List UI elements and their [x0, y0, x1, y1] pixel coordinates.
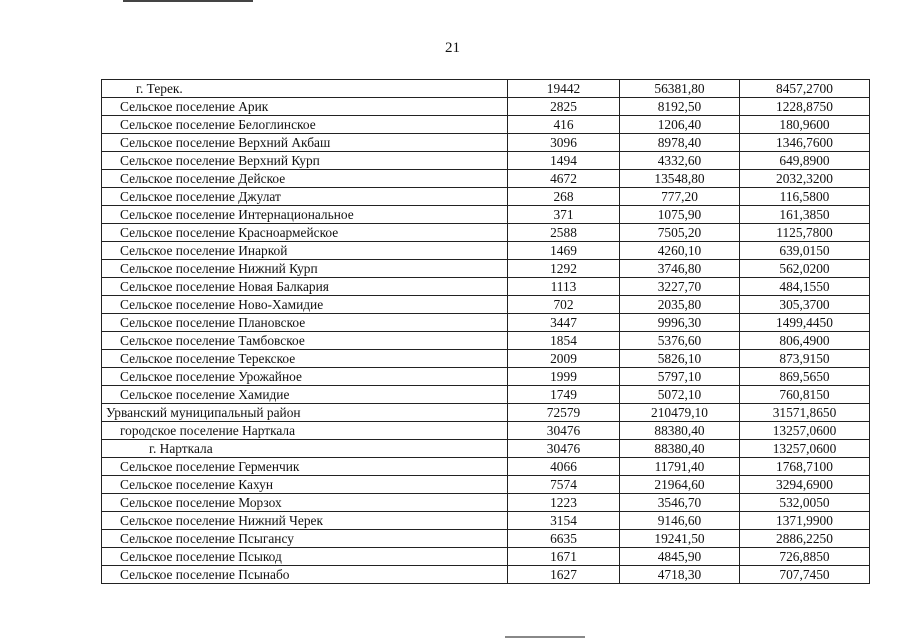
page-number: 21 [445, 40, 460, 56]
row-value-v1-cell: 19442 [508, 80, 620, 98]
row-value-v2-cell: 8978,40 [620, 134, 740, 152]
row-value-v1-cell: 3447 [508, 314, 620, 332]
row-value-v3-cell: 639,0150 [740, 242, 870, 260]
table-row [102, 188, 870, 206]
row-value-v3-cell: 806,4900 [740, 332, 870, 350]
row-value-v3-cell: 8457,2700 [740, 80, 870, 98]
row-value-v2-cell: 88380,40 [620, 440, 740, 458]
table-row [102, 494, 870, 512]
row-name-cell: Сельское поселение Псыгансу [102, 530, 508, 548]
table-row [102, 548, 870, 566]
row-value-v2-cell: 3746,80 [620, 260, 740, 278]
table-row [102, 350, 870, 368]
row-name-cell: г. Терек. [102, 80, 508, 98]
row-value-v3-cell: 760,8150 [740, 386, 870, 404]
row-value-v3-cell: 180,9600 [740, 116, 870, 134]
table-row [102, 116, 870, 134]
top-edge-mark [123, 0, 253, 2]
row-value-v3-cell: 2886,2250 [740, 530, 870, 548]
row-value-v2-cell: 13548,80 [620, 170, 740, 188]
row-value-v1-cell: 1627 [508, 566, 620, 584]
row-value-v3-cell: 2032,3200 [740, 170, 870, 188]
table-row [102, 170, 870, 188]
table-row [102, 458, 870, 476]
row-value-v2-cell: 4260,10 [620, 242, 740, 260]
row-value-v2-cell: 21964,60 [620, 476, 740, 494]
table-row [102, 134, 870, 152]
row-value-v2-cell: 19241,50 [620, 530, 740, 548]
row-value-v3-cell: 305,3700 [740, 296, 870, 314]
row-value-v3-cell: 873,9150 [740, 350, 870, 368]
row-value-v1-cell: 3096 [508, 134, 620, 152]
row-value-v2-cell: 3227,70 [620, 278, 740, 296]
row-value-v1-cell: 1113 [508, 278, 620, 296]
table-row [102, 476, 870, 494]
row-value-v1-cell: 702 [508, 296, 620, 314]
row-value-v3-cell: 116,5800 [740, 188, 870, 206]
table-row [102, 440, 870, 458]
row-value-v3-cell: 562,0200 [740, 260, 870, 278]
row-name-cell: Сельское поселение Урожайное [102, 368, 508, 386]
row-value-v2-cell: 5376,60 [620, 332, 740, 350]
bottom-edge-mark [505, 636, 585, 638]
row-name-cell: Сельское поселение Ново-Хамидие [102, 296, 508, 314]
table-row [102, 314, 870, 332]
row-name-cell: Сельское поселение Верхний Акбаш [102, 134, 508, 152]
row-value-v3-cell: 484,1550 [740, 278, 870, 296]
row-name-cell: Сельское поселение Джулат [102, 188, 508, 206]
row-value-v2-cell: 9996,30 [620, 314, 740, 332]
row-value-v2-cell: 3546,70 [620, 494, 740, 512]
row-name-cell: Сельское поселение Арик [102, 98, 508, 116]
row-value-v1-cell: 268 [508, 188, 620, 206]
row-value-v3-cell: 13257,0600 [740, 422, 870, 440]
table-row [102, 242, 870, 260]
table-row [102, 152, 870, 170]
row-value-v2-cell: 4845,90 [620, 548, 740, 566]
row-value-v3-cell: 1228,8750 [740, 98, 870, 116]
municipal-data-table [101, 79, 870, 584]
row-value-v1-cell: 1223 [508, 494, 620, 512]
row-value-v2-cell: 4332,60 [620, 152, 740, 170]
row-value-v1-cell: 416 [508, 116, 620, 134]
row-value-v1-cell: 1999 [508, 368, 620, 386]
row-value-v2-cell: 2035,80 [620, 296, 740, 314]
row-value-v2-cell: 1075,90 [620, 206, 740, 224]
row-value-v2-cell: 4718,30 [620, 566, 740, 584]
row-value-v3-cell: 707,7450 [740, 566, 870, 584]
row-name-cell: Сельское поселение Плановское [102, 314, 508, 332]
row-name-cell: Сельское поселение Хамидие [102, 386, 508, 404]
row-name-cell: Сельское поселение Верхний Курп [102, 152, 508, 170]
row-name-cell: Сельское поселение Морзох [102, 494, 508, 512]
row-value-v2-cell: 1206,40 [620, 116, 740, 134]
row-value-v2-cell: 9146,60 [620, 512, 740, 530]
table-row [102, 422, 870, 440]
row-value-v1-cell: 3154 [508, 512, 620, 530]
table-row [102, 260, 870, 278]
row-value-v2-cell: 210479,10 [620, 404, 740, 422]
row-name-cell: г. Нарткала [102, 440, 508, 458]
row-value-v3-cell: 649,8900 [740, 152, 870, 170]
row-value-v1-cell: 371 [508, 206, 620, 224]
row-value-v3-cell: 3294,6900 [740, 476, 870, 494]
row-value-v1-cell: 1749 [508, 386, 620, 404]
table-row [102, 278, 870, 296]
row-value-v2-cell: 88380,40 [620, 422, 740, 440]
row-value-v3-cell: 161,3850 [740, 206, 870, 224]
row-value-v2-cell: 777,20 [620, 188, 740, 206]
row-value-v2-cell: 7505,20 [620, 224, 740, 242]
table-row [102, 98, 870, 116]
row-name-cell: Сельское поселение Псыкод [102, 548, 508, 566]
table-row [102, 206, 870, 224]
row-name-cell: Сельское поселение Красноармейское [102, 224, 508, 242]
row-name-cell: Сельское поселение Кахун [102, 476, 508, 494]
table-row [102, 512, 870, 530]
table-body [102, 80, 870, 584]
row-value-v1-cell: 1671 [508, 548, 620, 566]
table-row [102, 368, 870, 386]
row-value-v2-cell: 5072,10 [620, 386, 740, 404]
row-name-cell: Сельское поселение Нижний Курп [102, 260, 508, 278]
row-value-v2-cell: 11791,40 [620, 458, 740, 476]
row-value-v1-cell: 2825 [508, 98, 620, 116]
row-name-cell: Сельское поселение Новая Балкария [102, 278, 508, 296]
row-name-cell: Урванский муниципальный район [102, 404, 508, 422]
row-value-v1-cell: 2009 [508, 350, 620, 368]
row-value-v3-cell: 532,0050 [740, 494, 870, 512]
row-name-cell: Сельское поселение Нижний Черек [102, 512, 508, 530]
row-value-v1-cell: 1292 [508, 260, 620, 278]
row-name-cell: Сельское поселение Интернациональное [102, 206, 508, 224]
row-value-v1-cell: 7574 [508, 476, 620, 494]
table-row [102, 332, 870, 350]
row-value-v1-cell: 72579 [508, 404, 620, 422]
row-value-v2-cell: 5826,10 [620, 350, 740, 368]
row-name-cell: Сельское поселение Терекское [102, 350, 508, 368]
row-name-cell: городское поселение Нарткала [102, 422, 508, 440]
row-value-v2-cell: 8192,50 [620, 98, 740, 116]
row-name-cell: Сельское поселение Псынабо [102, 566, 508, 584]
row-value-v2-cell: 5797,10 [620, 368, 740, 386]
row-value-v1-cell: 2588 [508, 224, 620, 242]
row-name-cell: Сельское поселение Тамбовское [102, 332, 508, 350]
row-name-cell: Сельское поселение Дейское [102, 170, 508, 188]
row-name-cell: Сельское поселение Инаркой [102, 242, 508, 260]
table-row [102, 530, 870, 548]
row-value-v3-cell: 726,8850 [740, 548, 870, 566]
row-value-v3-cell: 1125,7800 [740, 224, 870, 242]
row-value-v1-cell: 30476 [508, 440, 620, 458]
row-value-v1-cell: 4066 [508, 458, 620, 476]
row-value-v3-cell: 1499,4450 [740, 314, 870, 332]
table-row [102, 386, 870, 404]
row-value-v3-cell: 1346,7600 [740, 134, 870, 152]
table-row [102, 224, 870, 242]
row-value-v3-cell: 869,5650 [740, 368, 870, 386]
table-row [102, 566, 870, 584]
table-row [102, 404, 870, 422]
row-name-cell: Сельское поселение Герменчик [102, 458, 508, 476]
row-value-v1-cell: 1854 [508, 332, 620, 350]
table-row [102, 80, 870, 98]
row-value-v1-cell: 1494 [508, 152, 620, 170]
row-value-v2-cell: 56381,80 [620, 80, 740, 98]
row-value-v1-cell: 6635 [508, 530, 620, 548]
row-value-v3-cell: 1768,7100 [740, 458, 870, 476]
row-value-v3-cell: 13257,0600 [740, 440, 870, 458]
row-value-v1-cell: 30476 [508, 422, 620, 440]
row-value-v3-cell: 31571,8650 [740, 404, 870, 422]
table-row [102, 296, 870, 314]
row-name-cell: Сельское поселение Белоглинское [102, 116, 508, 134]
row-value-v3-cell: 1371,9900 [740, 512, 870, 530]
row-value-v1-cell: 4672 [508, 170, 620, 188]
row-value-v1-cell: 1469 [508, 242, 620, 260]
